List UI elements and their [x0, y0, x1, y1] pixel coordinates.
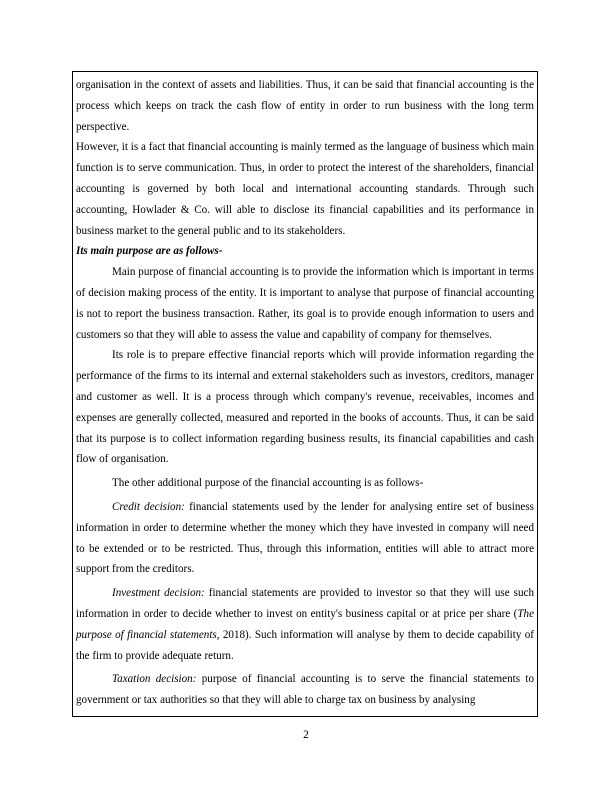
- paragraph-role: Its role is to prepare effective financial reports which will provide information regarding the performance of the firms to its internal and external stakeholders such as investors, creditors, manager and customer as well. It is a process through which company's revenue, receivables, incomes and expenses are generally collected, measured and reported in the books of accounts. Thus, it can be said that its purpose is to collect information regarding business results, its financial capabilities and cash flow of organisation.: [76, 349, 534, 466]
- paragraph-continuation: organisation in the context of assets and liabilities. Thus, it can be said that financial accounting is the process which keeps on track the cash flow of entity in order to run business with the long term perspective.: [76, 79, 534, 133]
- section-heading: Its main purpose are as follows-: [76, 245, 223, 258]
- paragraph-taxation-decision: [76, 669, 534, 711]
- page-number: 2: [303, 729, 309, 741]
- taxation-decision-label: Taxation decision:: [112, 673, 197, 686]
- investment-decision-text: financial statements are provided to investor so that they will use such information in order to decide whether to invest on entity's business capital or at price per share (: [76, 587, 534, 620]
- citation-title: The purpose of financial statements: [76, 607, 534, 641]
- paragraph-credit-decision: [76, 497, 534, 580]
- paragraph-language-of-business: However, it is a fact that financial accounting is mainly termed as the language of business which main function is to serve communication. Thus, in order to protect the interest of the shareholders, financial accounting is governed by both local and international accounting standards. Through such accounting, Howlader & Co. will able to disclose its financial capabilities and its performance in business market to the general public and to its stakeholders.: [76, 141, 534, 237]
- credit-decision-text: financial statements used by the lender for analysing entire set of business information in order to determine whether the money which they have invested in company will need to be extended or to be restricted. Thus, through this information, entities will able to attract more support from the creditors.: [76, 500, 534, 576]
- credit-decision-label: Credit decision:: [112, 500, 185, 513]
- taxation-decision-text: purpose of financial accounting is to serve the financial statements to government or tax authorities so that they will able to charge tax on business by analysing: [76, 673, 534, 707]
- paragraph-additional-purpose: The other additional purpose of the financial accounting is as follows-: [112, 477, 424, 490]
- paragraph-main-purpose: Main purpose of financial accounting is to provide the information which is important in terms of decision making process of the entity. It is important to analyse that purpose of financial accounting is not to report the business transaction. Rather, its goal is to provide enough information to users and customers so that they will able to assess the value and capability of company for themselves.: [76, 266, 534, 341]
- page-content-frame: [72, 71, 538, 717]
- investment-decision-label: Investment decision:: [112, 587, 205, 600]
- investment-decision-text-end: , 2018). Such information will analyse by them to decide capability of the firm to provide adequate return.: [76, 628, 534, 662]
- paragraph-investment-decision: [76, 583, 534, 666]
